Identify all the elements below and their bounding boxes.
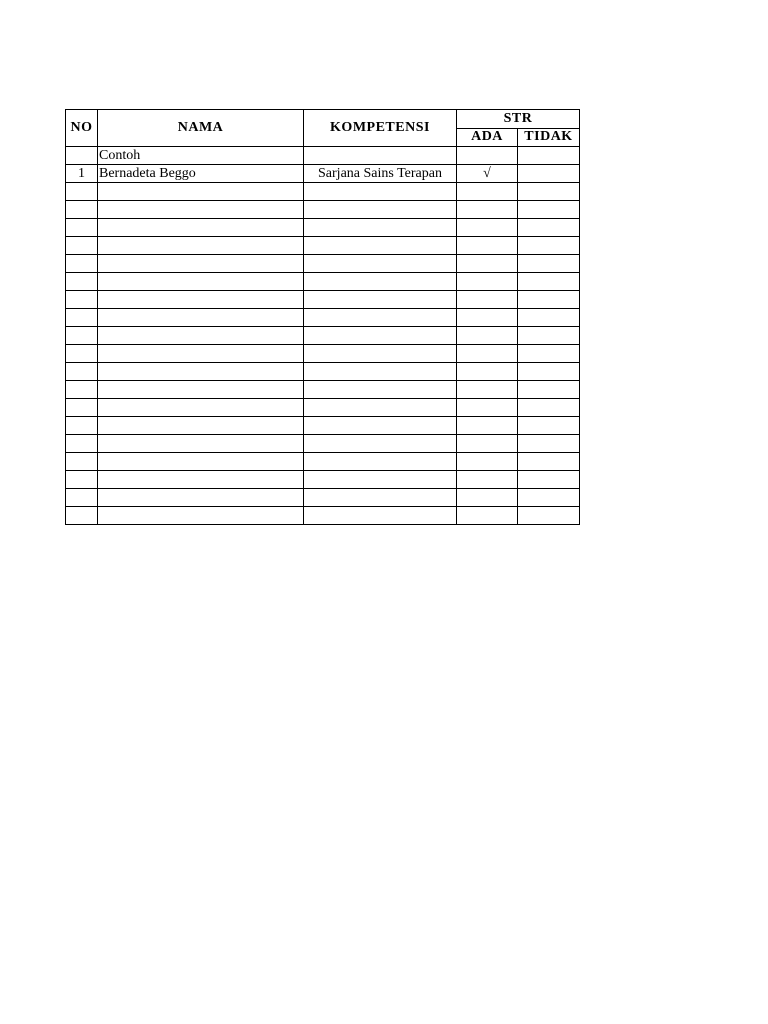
empty-nama-cell <box>98 219 304 237</box>
header-kompetensi: KOMPETENSI <box>304 110 457 147</box>
empty-ada-cell <box>457 399 518 417</box>
header-tidak: TIDAK <box>518 128 580 147</box>
empty-tidak-cell <box>518 201 580 219</box>
empty-no-cell <box>66 435 98 453</box>
empty-no-cell <box>66 471 98 489</box>
empty-kompetensi-cell <box>304 453 457 471</box>
empty-tidak-cell <box>518 381 580 399</box>
empty-table-row <box>66 507 580 525</box>
str-register-table <box>65 109 580 525</box>
example-no-cell <box>66 147 98 165</box>
empty-tidak-cell <box>518 255 580 273</box>
empty-nama-cell <box>98 399 304 417</box>
empty-kompetensi-cell <box>304 435 457 453</box>
empty-table-row <box>66 489 580 507</box>
empty-tidak-cell <box>518 273 580 291</box>
example-tidak-cell <box>518 147 580 165</box>
empty-kompetensi-cell <box>304 273 457 291</box>
empty-ada-cell <box>457 309 518 327</box>
empty-no-cell <box>66 507 98 525</box>
empty-table-row <box>66 345 580 363</box>
empty-ada-cell <box>457 183 518 201</box>
empty-kompetensi-cell <box>304 237 457 255</box>
header-str: STR <box>457 110 580 129</box>
empty-no-cell <box>66 399 98 417</box>
empty-no-cell <box>66 183 98 201</box>
empty-nama-cell <box>98 471 304 489</box>
empty-no-cell <box>66 273 98 291</box>
empty-table-row <box>66 291 580 309</box>
empty-table-row <box>66 237 580 255</box>
empty-tidak-cell <box>518 291 580 309</box>
empty-nama-cell <box>98 255 304 273</box>
empty-tidak-cell <box>518 183 580 201</box>
empty-tidak-cell <box>518 363 580 381</box>
empty-no-cell <box>66 453 98 471</box>
empty-table-row <box>66 453 580 471</box>
empty-ada-cell <box>457 507 518 525</box>
str-register-sheet <box>65 109 580 525</box>
empty-table-row <box>66 381 580 399</box>
empty-ada-cell <box>457 417 518 435</box>
empty-table-row <box>66 273 580 291</box>
empty-nama-cell <box>98 201 304 219</box>
empty-ada-cell <box>457 255 518 273</box>
empty-table-row <box>66 201 580 219</box>
empty-nama-cell <box>98 363 304 381</box>
header-nama: NAMA <box>98 110 304 147</box>
header-ada: ADA <box>457 128 518 147</box>
empty-no-cell <box>66 219 98 237</box>
table-row <box>66 165 580 183</box>
empty-tidak-cell <box>518 237 580 255</box>
empty-table-row <box>66 255 580 273</box>
empty-no-cell <box>66 327 98 345</box>
empty-nama-cell <box>98 381 304 399</box>
empty-ada-cell <box>457 471 518 489</box>
empty-table-row <box>66 417 580 435</box>
empty-ada-cell <box>457 327 518 345</box>
empty-ada-cell <box>457 453 518 471</box>
empty-kompetensi-cell <box>304 255 457 273</box>
empty-tidak-cell <box>518 507 580 525</box>
empty-nama-cell <box>98 327 304 345</box>
empty-no-cell <box>66 309 98 327</box>
empty-ada-cell <box>457 363 518 381</box>
empty-ada-cell <box>457 489 518 507</box>
empty-kompetensi-cell <box>304 399 457 417</box>
empty-nama-cell <box>98 345 304 363</box>
empty-kompetensi-cell <box>304 381 457 399</box>
row-kompetensi: Sarjana Sains Terapan <box>304 165 457 183</box>
row-no: 1 <box>66 165 98 183</box>
empty-no-cell <box>66 381 98 399</box>
empty-no-cell <box>66 363 98 381</box>
empty-kompetensi-cell <box>304 345 457 363</box>
empty-nama-cell <box>98 237 304 255</box>
empty-nama-cell <box>98 291 304 309</box>
empty-ada-cell <box>457 237 518 255</box>
empty-kompetensi-cell <box>304 507 457 525</box>
empty-kompetensi-cell <box>304 309 457 327</box>
empty-no-cell <box>66 201 98 219</box>
empty-tidak-cell <box>518 453 580 471</box>
empty-kompetensi-cell <box>304 201 457 219</box>
empty-ada-cell <box>457 291 518 309</box>
empty-tidak-cell <box>518 327 580 345</box>
empty-table-row <box>66 435 580 453</box>
empty-ada-cell <box>457 381 518 399</box>
empty-no-cell <box>66 255 98 273</box>
empty-kompetensi-cell <box>304 363 457 381</box>
example-kompetensi-cell <box>304 147 457 165</box>
example-ada-cell <box>457 147 518 165</box>
row-ada-check: √ <box>457 165 518 183</box>
empty-ada-cell <box>457 201 518 219</box>
empty-table-row <box>66 471 580 489</box>
empty-no-cell <box>66 345 98 363</box>
empty-nama-cell <box>98 309 304 327</box>
empty-ada-cell <box>457 273 518 291</box>
empty-table-row <box>66 309 580 327</box>
empty-table-row <box>66 327 580 345</box>
empty-tidak-cell <box>518 219 580 237</box>
empty-no-cell <box>66 291 98 309</box>
empty-kompetensi-cell <box>304 417 457 435</box>
empty-table-row <box>66 363 580 381</box>
empty-table-row <box>66 399 580 417</box>
empty-kompetensi-cell <box>304 327 457 345</box>
empty-no-cell <box>66 489 98 507</box>
empty-nama-cell <box>98 507 304 525</box>
empty-ada-cell <box>457 345 518 363</box>
empty-ada-cell <box>457 219 518 237</box>
empty-kompetensi-cell <box>304 471 457 489</box>
empty-nama-cell <box>98 453 304 471</box>
empty-nama-cell <box>98 417 304 435</box>
empty-kompetensi-cell <box>304 291 457 309</box>
empty-no-cell <box>66 417 98 435</box>
empty-nama-cell <box>98 183 304 201</box>
empty-tidak-cell <box>518 489 580 507</box>
empty-kompetensi-cell <box>304 219 457 237</box>
header-no: NO <box>66 110 98 147</box>
empty-tidak-cell <box>518 435 580 453</box>
empty-ada-cell <box>457 435 518 453</box>
empty-nama-cell <box>98 435 304 453</box>
row-tidak <box>518 165 580 183</box>
empty-nama-cell <box>98 489 304 507</box>
example-row <box>66 147 580 165</box>
empty-kompetensi-cell <box>304 489 457 507</box>
empty-kompetensi-cell <box>304 183 457 201</box>
row-nama: Bernadeta Beggo <box>98 165 304 183</box>
empty-tidak-cell <box>518 471 580 489</box>
empty-table-row <box>66 183 580 201</box>
empty-tidak-cell <box>518 417 580 435</box>
empty-tidak-cell <box>518 345 580 363</box>
empty-no-cell <box>66 237 98 255</box>
empty-tidak-cell <box>518 309 580 327</box>
example-label: Contoh <box>98 147 304 165</box>
empty-tidak-cell <box>518 399 580 417</box>
empty-table-row <box>66 219 580 237</box>
empty-nama-cell <box>98 273 304 291</box>
